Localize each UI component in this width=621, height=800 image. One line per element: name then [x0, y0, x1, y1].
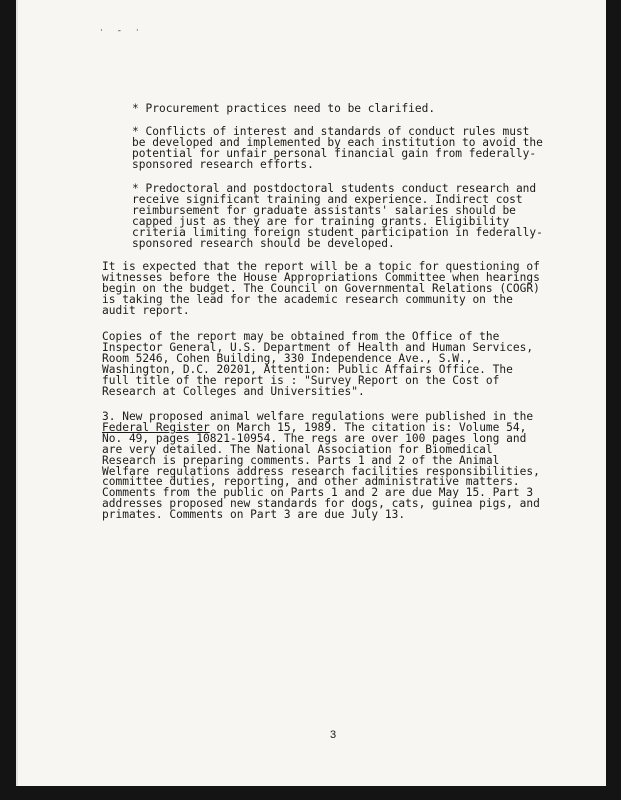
scan-specks: · - · — [100, 26, 145, 36]
document-page — [16, 0, 606, 786]
paragraph-line: Welfare regulations address research facilities responsibilities, — [102, 464, 540, 478]
bullet-line: capped just as they are for training grants. Eligibility — [132, 214, 510, 228]
bullet-line: sponsored research should be developed. — [132, 236, 395, 250]
page-number: 3 — [330, 729, 337, 741]
paragraph-line: are very detailed. The National Association for Biomedical — [102, 442, 493, 456]
bullet-conflicts — [132, 127, 543, 171]
paragraph-line: on March 15, 1989. The citation is: Volume 54, — [209, 420, 527, 434]
bullet-line: receive significant training and experience. Indirect cost — [132, 192, 523, 206]
bullet-marker: * — [132, 102, 139, 115]
paragraph-line: Copies of the report may be obtained from the Office of the — [102, 330, 500, 343]
paragraph-line: It is expected that the report will be a topic for questioning of — [102, 260, 540, 273]
bullet-line: Conflicts of interest and standards of conduct rules must — [145, 125, 530, 138]
bullet-line: Predoctoral and postdoctoral students conduct research and — [145, 182, 537, 195]
paragraph-line: Research at Colleges and Universities". — [102, 384, 365, 398]
paragraph-line: No. 49, pages 10821-10954. The regs are over 100 pages long and — [102, 431, 527, 445]
paragraph-line: witnesses before the House Appropriations Committee when hearings — [102, 270, 540, 284]
bullet-marker: * — [132, 182, 139, 195]
bullet-line: be developed and implemented by each institution to avoid the — [132, 135, 543, 149]
bullet-marker: * — [132, 125, 139, 138]
paragraph-line: Research is preparing comments. Parts 1 and 2 of the Animal — [102, 453, 500, 467]
paragraph-line: primates. Comments on Part 3 are due July 13. — [102, 508, 406, 522]
paragraph-hearings — [102, 262, 540, 317]
paragraph-line: is taking the lead for the academic research community on the — [102, 292, 513, 306]
paragraph-line: addresses proposed new standards for dogs, cats, guinea pigs, and — [102, 497, 540, 511]
paragraph-line: Room 5246, Cohen Building, 330 Independence Ave., S.W., — [102, 351, 473, 365]
bullet-line: reimbursement for graduate assistants' salaries should be — [132, 203, 516, 217]
paragraph-line: Inspector General, U.S. Department of Health and Human Services, — [102, 340, 534, 354]
bullet-students — [132, 184, 543, 249]
paragraph-line: Washington, D.C. 20201, Attention: Public Affairs Office. The — [102, 362, 513, 376]
paragraph-line: audit report. — [102, 303, 190, 317]
paragraph-animal-welfare — [102, 412, 540, 521]
paragraph-line: 3. New proposed animal welfare regulations were published in the — [102, 410, 534, 423]
bullet-text: Procurement practices need to be clarified. — [145, 102, 436, 115]
bullet-line: criteria limiting foreign student participation in federally- — [132, 225, 543, 239]
paragraph-line: begin on the budget. The Council on Governmental Relations (COGR) — [102, 281, 540, 295]
paragraph-line: full title of the report is : "Survey Report on the Cost of — [102, 373, 500, 387]
paragraph-line: committee duties, reporting, and other administrative matters. — [102, 475, 520, 489]
federal-register-title: Federal Register — [102, 420, 210, 434]
paragraph-line: Comments from the public on Parts 1 and 2 are due May 15. Part 3 — [102, 486, 534, 500]
paragraph-copies — [102, 332, 533, 397]
bullet-procurement — [132, 104, 435, 115]
bullet-line: sponsored research efforts. — [132, 157, 314, 171]
bullet-line: potential for unfair personal financial gain from federally- — [132, 146, 537, 160]
